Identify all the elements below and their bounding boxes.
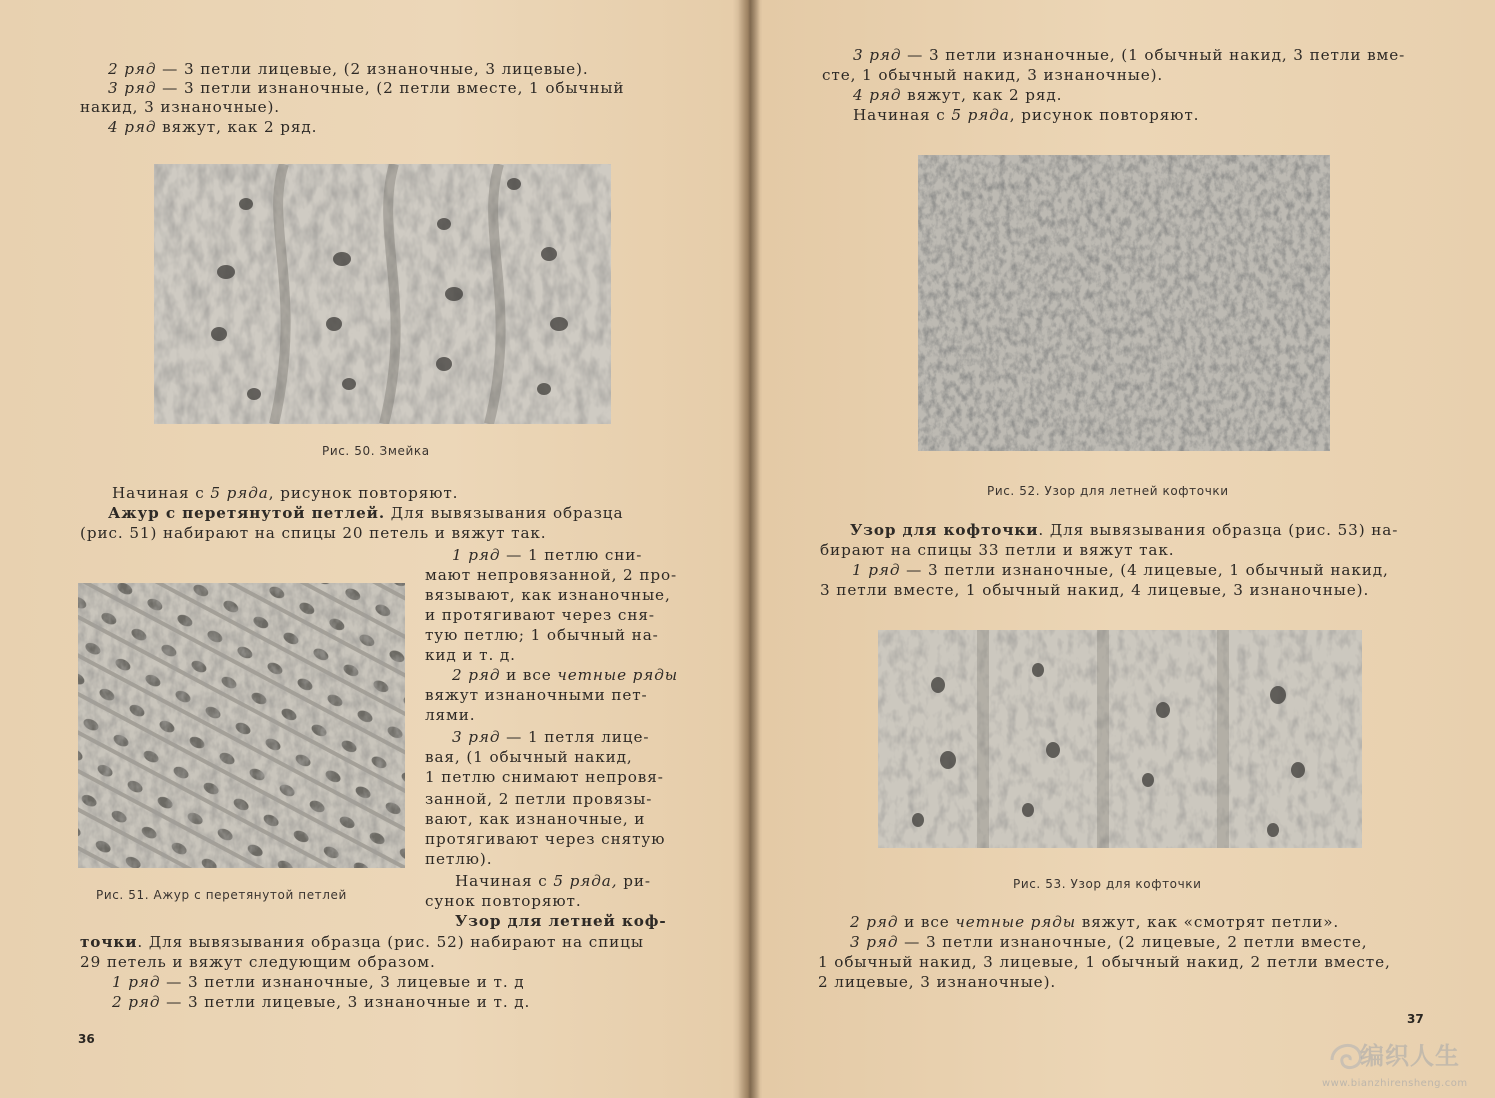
right-line-3: 4 ряд вяжут, как 2 ряд.	[853, 86, 1063, 104]
right-row-1b: 3 петли вместе, 1 обычный накид, 4 лицевые, 3 изнаночные).	[820, 581, 1370, 599]
left-row-2: 2 ряд — 3 петли лицевые, 3 изнаночные и т. д.	[112, 993, 531, 1011]
col-line-1: 1 ряд — 1 петлю сни-	[452, 546, 643, 564]
col-line-12: 1 петлю снимают непровя-	[425, 768, 664, 786]
figure-51-photo	[78, 583, 405, 868]
col-line-16: петлю).	[425, 850, 493, 868]
left-ajur-line-2: (рис. 51) набирают на спицы 20 петель и вяжут так.	[80, 524, 547, 542]
figure-53-caption: Рис. 53. Узор для кофточки	[1013, 877, 1202, 891]
col-line-6: кид и т. д.	[425, 646, 516, 664]
right-row-3b: 1 обычный накид, 3 лицевые, 1 обычный накид, 2 петли вместе,	[818, 953, 1391, 971]
figure-50-caption: Рис. 50. Змейка	[322, 444, 430, 458]
right-line-1: 3 ряд — 3 петли изнаночные, (1 обычный накид, 3 петли вме-	[853, 46, 1406, 64]
figure-51-caption: Рис. 51. Ажур с перетянутой петлей	[96, 888, 347, 902]
figure-53-photo	[878, 630, 1362, 848]
right-kof-line-1: Узор для кофточки. Для вывязывания образца (рис. 53) на-	[850, 521, 1399, 539]
right-line-2: сте, 1 обычный накид, 3 изнаночные).	[822, 66, 1164, 84]
col-line-10: 3 ряд — 1 петля лице-	[452, 728, 650, 746]
col-line-7: 2 ряд и все четные ряды	[452, 666, 679, 684]
watermark-text: 编织人生	[1360, 1042, 1460, 1070]
right-row-3a: 3 ряд — 3 петли изнаночные, (2 лицевые, 2 петли вместе,	[850, 933, 1368, 951]
left-line-2: 3 ряд — 3 петли изнаночные, (2 петли вместе, 1 обычный	[108, 79, 625, 97]
col-line-15: протягивают через снятую	[425, 830, 666, 848]
left-ajur-line-1: Ажур с перетянутой петлей. Для вывязывания образца	[108, 504, 624, 522]
right-repeat-line: Начиная с 5 ряда, рисунок повторяют.	[853, 106, 1200, 124]
right-row-1a: 1 ряд — 3 петли изнаночные, (4 лицевые, 1 обычный накид,	[852, 561, 1389, 579]
right-row-2: 2 ряд и все четные ряды вяжут, как «смотрят петли».	[850, 913, 1340, 931]
col-repeat-2: сунок повторяют.	[425, 892, 582, 910]
col-line-2: мают непровязанной, 2 про-	[425, 566, 678, 584]
col-line-8: вяжут изнаночными пет-	[425, 686, 648, 704]
left-uzor-line-1: точки. Для вывязывания образца (рис. 52) набирают на спицы	[80, 933, 644, 951]
figure-52-photo	[918, 155, 1330, 451]
left-uzor-line-2: 29 петель и вяжут следующим образом.	[80, 953, 436, 971]
watermark-url: www.bianzhirensheng.com	[1322, 1078, 1468, 1089]
left-row-1: 1 ряд — 3 петли изнаночные, 3 лицевые и т. д	[112, 973, 525, 991]
left-repeat-line: Начиная с 5 ряда, рисунок повторяют.	[112, 484, 459, 502]
col-line-3: вязывают, как изнаночные,	[425, 586, 671, 604]
col-line-9: лями.	[425, 706, 476, 724]
uzor-heading-1: Узор для летней коф-	[455, 912, 667, 930]
right-row-3c: 2 лицевые, 3 изнаночные).	[818, 973, 1057, 991]
page-number-left: 36	[78, 1032, 95, 1046]
col-repeat-1: Начиная с 5 ряда, ри-	[455, 872, 651, 890]
col-line-11: вая, (1 обычный накид,	[425, 748, 633, 766]
right-kof-line-2: бирают на спицы 33 петли и вяжут так.	[820, 541, 1175, 559]
col-line-13: занной, 2 петли провязы-	[425, 790, 653, 808]
left-line-4: 4 ряд вяжут, как 2 ряд.	[108, 118, 318, 136]
col-line-14: вают, как изнаночные, и	[425, 810, 646, 828]
figure-52-caption: Рис. 52. Узор для летней кофточки	[987, 484, 1229, 498]
left-line-3: накид, 3 изнаночные).	[80, 98, 281, 116]
col-line-4: и протягивают через сня-	[425, 606, 655, 624]
page-number-right: 37	[1407, 1012, 1424, 1026]
col-line-5: тую петлю; 1 обычный на-	[425, 626, 659, 644]
right-page	[748, 0, 1495, 1098]
figure-50-photo	[154, 164, 611, 424]
left-line-1: 2 ряд — 3 петли лицевые, (2 изнаночные, 3 лицевые).	[108, 60, 589, 78]
